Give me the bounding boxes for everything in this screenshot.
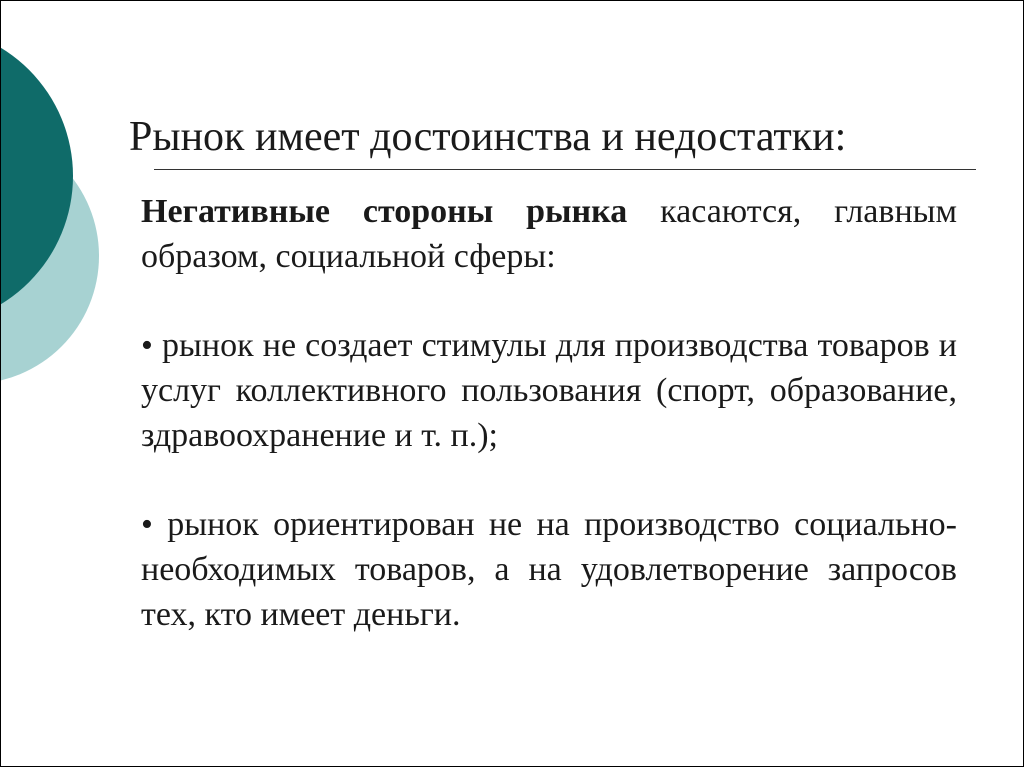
intro-bold-lead: Негативные стороны рынка <box>141 193 628 230</box>
intro-paragraph <box>141 189 957 279</box>
title-underline <box>154 169 976 170</box>
decorative-circles <box>1 1 121 421</box>
spacer <box>141 458 957 502</box>
slide-title: Рынок имеет достоинства и недостатки: <box>129 114 847 160</box>
slide-body <box>141 189 957 637</box>
spacer <box>141 279 957 323</box>
bullet-item: • рынок не создает стимулы для производства товаров и услуг коллективного пользования (спорт, образование, здравоохранение и т. п.); <box>141 327 957 454</box>
bullet-item: • рынок ориентирован не на производство социально-необходимых товаров, а на удовлетворение запросов тех, кто имеет деньги. <box>141 506 957 633</box>
intro-rest: касаются, главным образом, социальной сферы: <box>141 193 958 275</box>
